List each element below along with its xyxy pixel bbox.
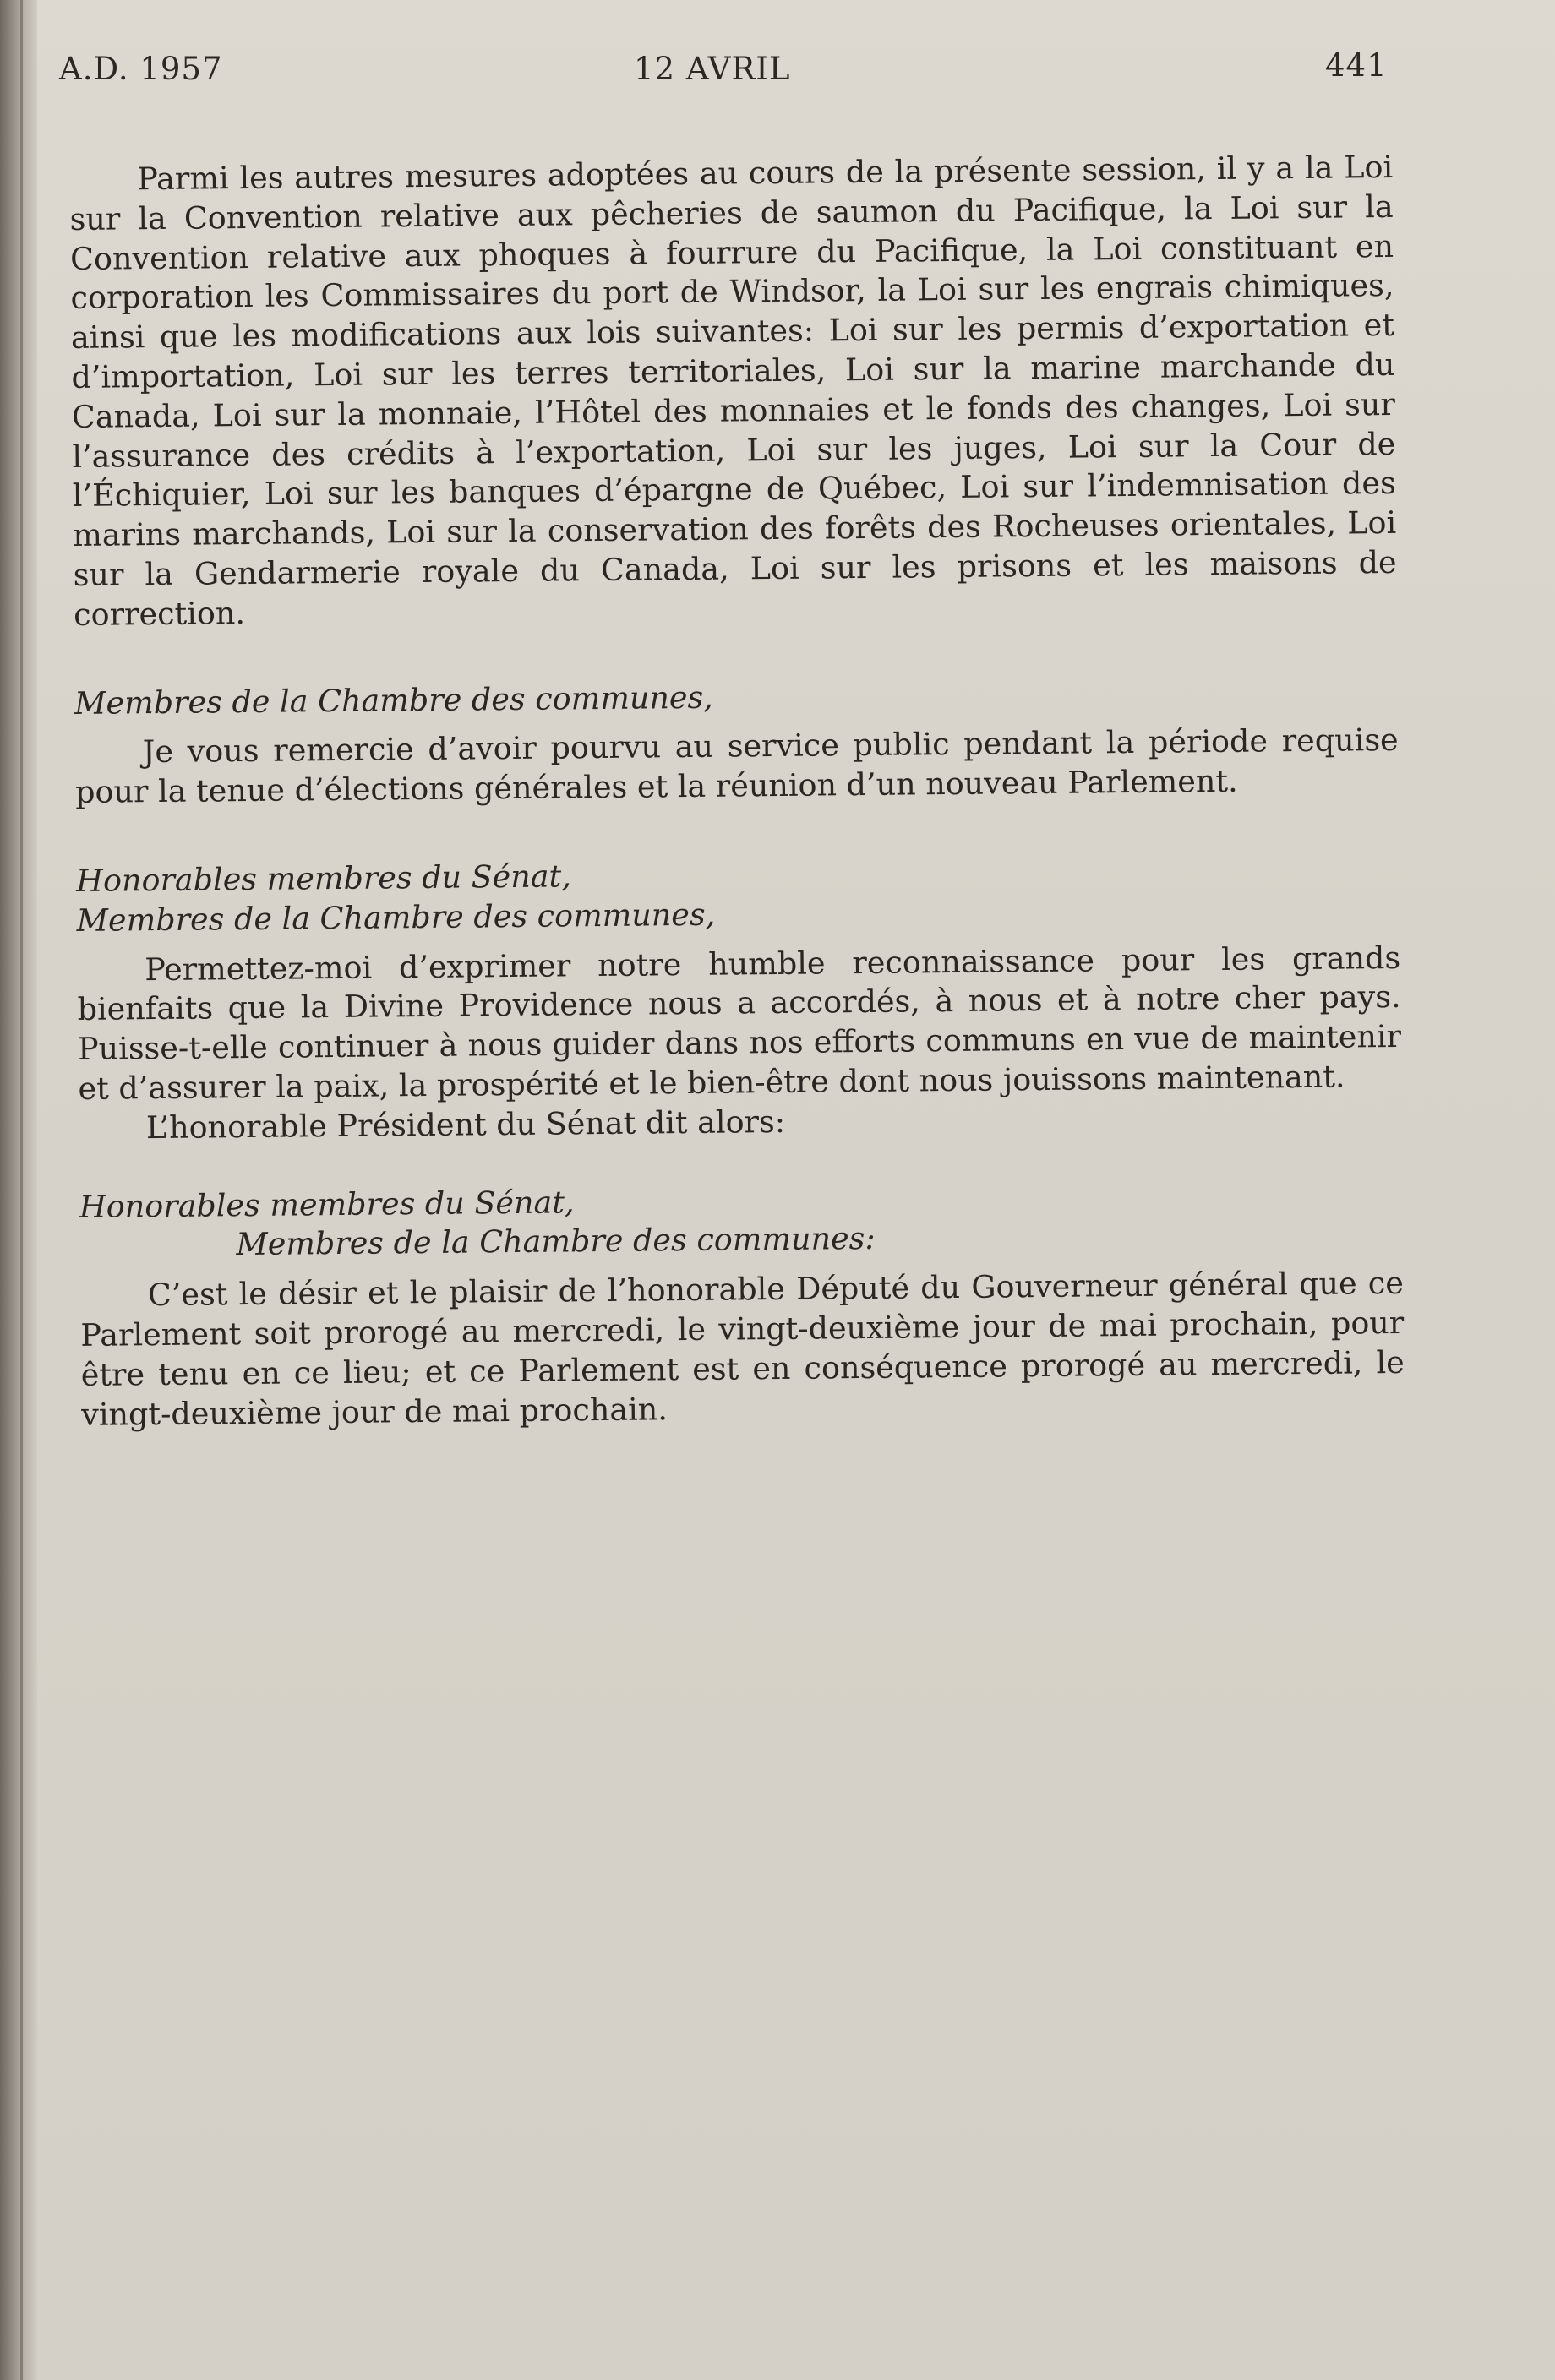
paragraph-providence: Permettez-moi d’exprimer notre humble reconnaissance pour les grands bienfaits que la Divine Providence nous a accordés, à nous et à notre cher pays. Puisse-t-elle continuer à nous guider dans nos efforts communs en vue de maintenir et d’assurer la paix, la prospérité et le bien-être dont nous jouissons maintenant. — [77, 939, 1402, 1107]
book-binding-edge — [0, 0, 37, 2380]
page-number: 441 — [1325, 47, 1388, 84]
paragraph-president-speaks: L’honorable Président du Sénat dit alors: — [145, 1103, 786, 1146]
page-body — [69, 148, 1405, 1435]
salutation-senate: Honorables membres du Sénat, — [75, 858, 572, 899]
running-head-date: 12 AVRIL — [634, 51, 791, 87]
running-head-year: A.D. 1957 — [59, 51, 223, 87]
salutation-senate-2: Honorables membres du Sénat, — [79, 1183, 575, 1225]
salutation-commons-3: Membres de la Chambre des communes: — [236, 1220, 876, 1263]
binding-crease — [20, 0, 23, 2380]
paragraph-prorogation: C’est le désir et le plaisir de l’honorable Député du Gouverneur général que ce Parlement soit prorogé au mercredi, le vingt-deuxième jour de mai prochain, pour être tenu en ce lieu; et ce Parlement est en conséquence prorogé au mercredi, le vingt-deuxième jour de mai prochain. — [80, 1265, 1405, 1433]
paragraph-thanks: Je vous remercie d’avoir pourvu au service public pendant la période requise pour la tenue d’élections générales et la réunion d’un nouveau Parlement. — [74, 722, 1399, 811]
salutation-commons: Membres de la Chambre des communes, — [74, 678, 713, 722]
paragraph-legislation-list: Parmi les autres mesures adoptées au cours de la présente session, il y a la Loi sur la Convention relative aux pêcheries de saumon du Pacifique, la Loi sur la Convention relative aux phoques à fourrure du Pacifique, la Loi constituant en corporation les Commissaires du port de Windsor, la Loi sur les engrais chimiques, ainsi que les modifications aux lois suivantes: Loi sur les permis d’exportation et d’importation, Loi sur les terres territoriales, Loi sur la marine marchande du Canada, Loi sur la monnaie, l’Hôtel des monnaies et le fonds des changes, Loi sur l’assurance des crédits à l’exportation, Loi sur les juges, Loi sur la Cour de l’Échiquier, Loi sur les banques d’épargne de Québec, Loi sur l’indemnisation des marins marchands, Loi sur la conservation des forêts des Rocheuses orientales, Loi sur la Gendarmerie royale du Canada, Loi sur les prisons et les maisons de correction. — [69, 148, 1397, 633]
salutation-commons-2: Membres de la Chambre des communes, — [76, 896, 716, 939]
